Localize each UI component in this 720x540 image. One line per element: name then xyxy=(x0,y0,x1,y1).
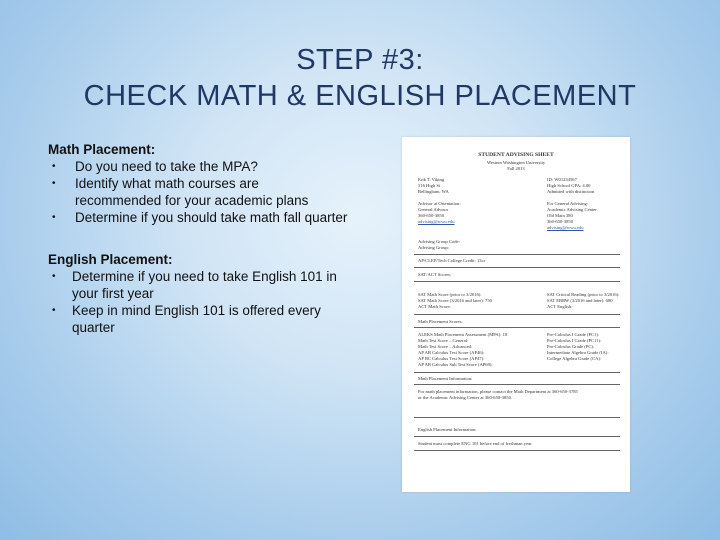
center-name: Academic Advising Center xyxy=(547,207,597,212)
math-info-text: For math placement information, please contact the Math Department at 360-650-3785 xyxy=(418,389,578,394)
sat-act-label: SAT/ACT Scores: xyxy=(418,272,452,277)
sat-math-new: SAT Math Score (3/2016 and later): 750 xyxy=(418,298,492,303)
math-item: • Do you need to take the MPA? xyxy=(48,158,348,175)
aleks-score: ALEKS Math Placement Assessment (MPA): 18 xyxy=(418,332,508,337)
credits: AP/CLEP/Tech College Credit: 13cr xyxy=(418,258,486,263)
math-info-text: or the Academic Advising Center at 360-650-3850. xyxy=(418,395,513,400)
sat-math-old: SAT Math Score (prior to 3/2016): xyxy=(418,292,482,297)
precalc-1: Pre-Calculus I Grade (PC1): xyxy=(547,332,600,337)
slide-content xyxy=(48,141,348,336)
title-line-1: STEP #3: xyxy=(296,44,424,76)
student-gpa: High School GPA: 4.00 xyxy=(547,183,591,188)
student-id: ID: W01234567 xyxy=(547,177,577,182)
sat-reading: SAT Critical Reading (prior to 3/2016): xyxy=(547,292,620,297)
english-info-text: Student must complete ENG 101 before end of freshman year xyxy=(418,441,532,446)
precalc-11: Pre-Calculus I Grade (PC11): xyxy=(547,338,602,343)
advisor-label: Advisor at Orientation: xyxy=(418,201,461,206)
math-general: Math Test Score – General: xyxy=(418,338,469,343)
english-item: • Determine if you need to take English 101 in your first year xyxy=(48,268,348,302)
ap-ab: AP AB Calculus Test Score (AP46): xyxy=(418,350,485,355)
math-heading: Math Placement: xyxy=(48,142,156,157)
group-code: Advising Group Code: xyxy=(418,239,460,244)
math-item: • Identify what math courses are recommended for your academic plans xyxy=(48,175,348,209)
student-address: 516 High St xyxy=(418,183,441,188)
sat-ebrw: SAT EBRW (3/2016 and later): 680 xyxy=(547,298,613,303)
sheet-header: STUDENT ADVISING SHEET xyxy=(478,152,554,158)
college-algebra: College Algebra Grade (CA): xyxy=(547,356,602,361)
group-name: Advising Group: xyxy=(418,245,450,250)
math-scores-label: Math Placement Scores: xyxy=(418,319,463,324)
student-city: Bellingham, WA xyxy=(418,189,449,194)
precalc: Pre-Calculus Grade (PC): xyxy=(547,344,595,349)
advising-sheet-image xyxy=(402,137,630,492)
sheet-header: Fall 2013 xyxy=(507,166,525,171)
english-info-label: English Placement Information: xyxy=(418,427,477,432)
advisor-email: advising@wwu.edu xyxy=(418,219,455,224)
english-list xyxy=(48,268,348,336)
slide-title xyxy=(0,42,720,114)
english-item: • Keep in mind English 101 is offered every quarter xyxy=(48,302,348,336)
center-email: advising@wwu.edu xyxy=(547,225,584,230)
center-phone: 360-650-3850 xyxy=(547,219,574,224)
ap-ab-sub: AP AB Calculus Sub Test Score (AP69): xyxy=(418,362,493,367)
center-location: Old Main 380 xyxy=(547,213,573,218)
math-item: • Determine if you should take math fall quarter xyxy=(48,209,348,226)
advisor-phone: 360-650-3850 xyxy=(418,213,445,218)
student-admit: Admitted with distinction xyxy=(547,189,595,194)
math-info-label: Math Placement Information: xyxy=(418,376,473,381)
act-math: ACT Math Score: xyxy=(418,304,451,309)
center-label: For General Advising: xyxy=(547,201,589,206)
int-algebra: Intermediate Algebra Grade (IA): xyxy=(547,350,609,355)
math-advanced: Math Test Score – Advanced: xyxy=(418,344,473,349)
sheet-header: Western Washington University xyxy=(486,160,546,165)
title-line-2: CHECK MATH & ENGLISH PLACEMENT xyxy=(83,80,637,112)
act-english: ACT English: xyxy=(547,304,573,309)
student-name: Erik T. Viking xyxy=(418,177,445,182)
ap-bc: AP BC Calculus Test Score (AP47): xyxy=(418,356,485,361)
advisor-name: General Advisor xyxy=(418,207,449,212)
english-heading: English Placement: xyxy=(48,252,173,267)
math-list xyxy=(48,158,348,226)
